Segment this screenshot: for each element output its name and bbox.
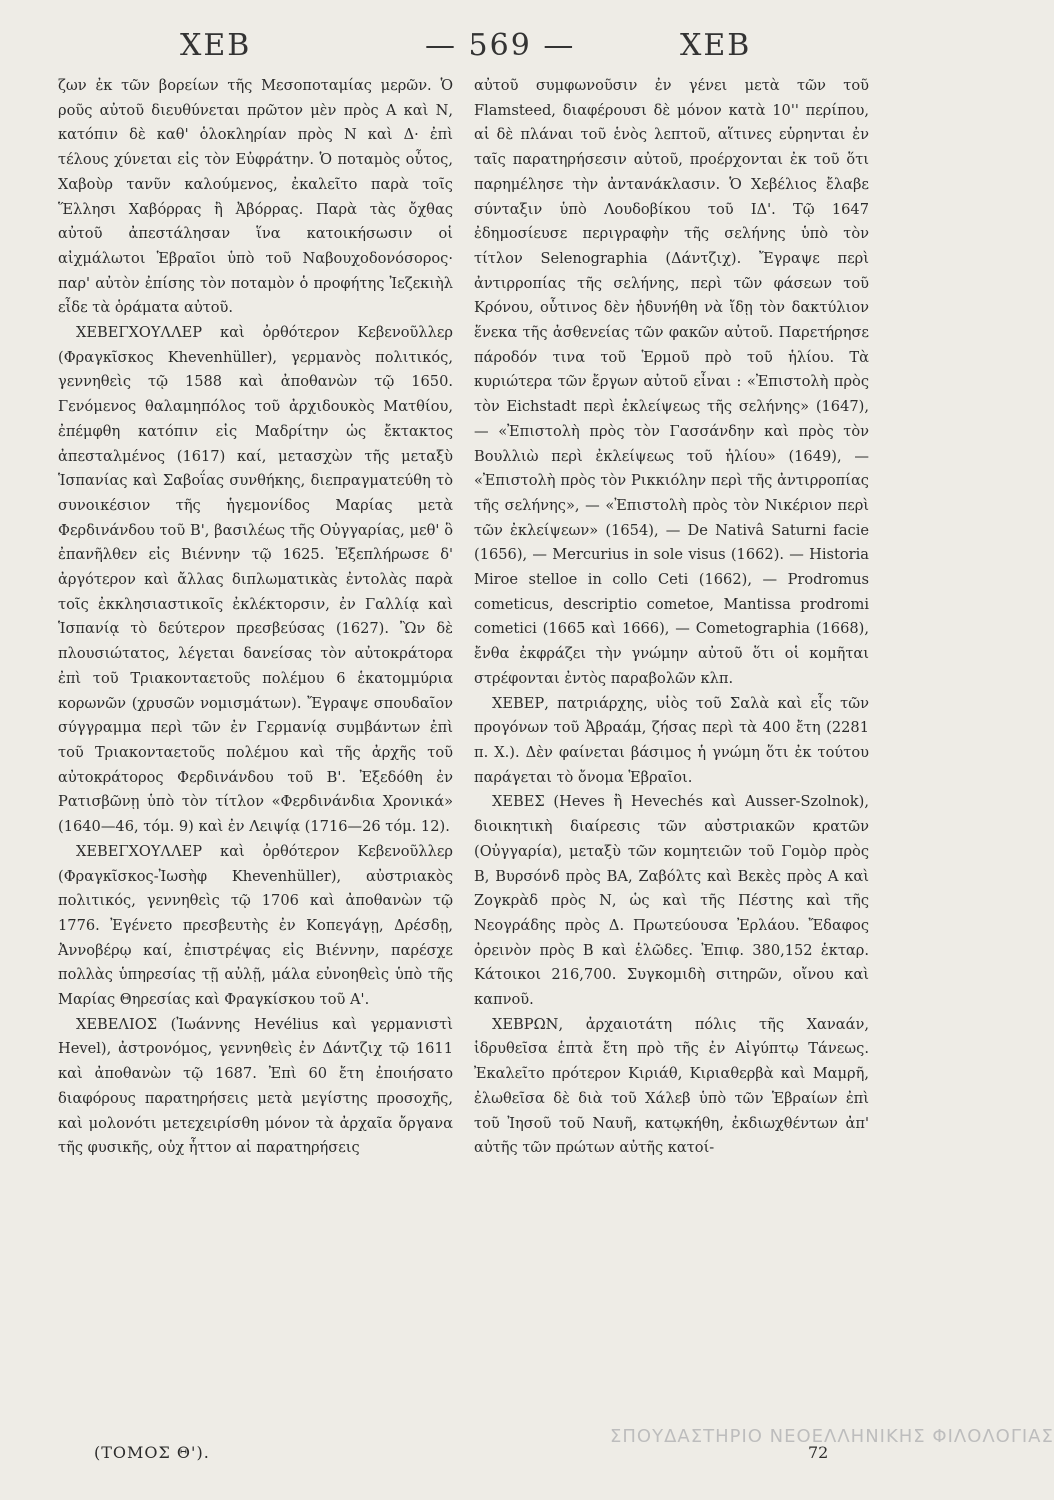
- page-number: — 569 —: [425, 28, 576, 63]
- entry-heves: ΧΕΒΕΣ (Heves ἢ Hevechés καὶ Ausser-Szolnok), διοικητικὴ διαίρεσις τῶν αὐστριακῶν κρατῶν (Οὐγγαρία), μεταξὺ τῶν κομητειῶν τοῦ Γομὸρ πρὸς Β, Βυρσόνδ πρὸς ΒΑ, Ζαβόλτς καὶ Βεκὲς πρὸς Α καὶ Ζογκρὰδ πρὸς Ν, ὡς καὶ τῆς Πέστης καὶ τῆς Νεογράδης πρὸς Δ. Πρωτεύουσα Ἐρλάου. Ἔδαφος ὀρεινὸν πρὸς Β καὶ ἑλῶδες. Ἐπιφ. 380,152 ἑκταρ. Κάτοικοι 216,700. Συγκομιδὴ σιτηρῶν, οἴνου καὶ καπνοῦ.: [474, 793, 869, 1009]
- entry-khevenhuller-franz: ΧΕΒΕΓΧΟΥΛΛΕΡ καὶ ὀρθότερον Κεβενοῦλλερ (Φραγκῖσκος Khevenhüller), γερμανὸς πολιτικός, γεννηθεὶς τῷ 1588 καὶ ἀποθανὼν τῷ 1650. Γενόμενος θαλαμηπόλος τοῦ ἀρχιδουκὸς Ματθίου, ἐπέμφθη κατόπιν εἰς Μαδρίτην ὡς ἔκτακτος ἀπεσταλμένος (1617) καί, μετασχὼν τῆς μεταξὺ Ἱσπανίας καὶ Σαβοΐας συνθήκης, διεπραγματεύθη τὸ συνοικέσιον τῆς ἡγεμονίδος Μαρίας μετὰ Φερδινάνδου τοῦ Β', βασιλέως τῆς Οὐγγαρίας, μεθ' ὃ ἐπανῆλθεν εἰς Βιέννην τῷ 1625. Ἐξεπλήρωσε δ' ἀργότερον καὶ ἄλλας διπλωματικὰς ἐντολὰς παρὰ τοῖς ἐκκλησιαστικοῖς ἐκλέκτορσιν, ἐν Γαλλίᾳ καὶ Ἱσπανίᾳ τὸ δεύτερον πρεσβεύσας (1627). Ὢν δὲ πλουσιώτατος, λέγεται δανείσας τὸν αὐτοκράτορα ἐπὶ τοῦ Τριακονταετοῦς πολέμου 6 ἑκατομμύρια κορωνῶν (χρυσῶν νομισμάτων). Ἔγραψε σπουδαῖον σύγγραμμα περὶ τῶν ἐν Γερμανίᾳ συμβάντων ἐπὶ τοῦ Τριακονταετοῦς πολέμου καὶ τῆς ἀρχῆς τοῦ αὐτοκράτορος Φερδινάνδου τοῦ Β'. Ἐξεδόθη ἐν Ρατισβῶνῃ ὑπὸ τὸν τίτλον «Φερδινάνδια Χρονικά» (1640—46, τόμ. 9) καὶ ἐν Λειψίᾳ (1716—26 τόμ. 12).: [58, 324, 453, 836]
- library-watermark: ΣΠΟΥΔΑΣΤΗΡΙΟ ΝΕΟΕΛΛΗΝΙΚΗΣ ΦΙΛΟΛΟΓΙΑΣ: [610, 1426, 1054, 1447]
- entry-hevelius: ΧΕΒΕΛΙΟΣ (Ἰωάννης Hevélius καὶ γερμανιστὶ Hevel), ἀστρονόμος, γεννηθεὶς ἐν Δάντζιχ τῷ 1611 καὶ ἀποθανὼν τῷ 1687. Ἐπὶ 60 ἔτη ἐποιήσατο διαφόρους παρατηρήσεις μετὰ μεγίστης προσοχῆς, καὶ μολονότι μετεχειρίσθη μόνον τὰ ἀρχαῖα ὄργανα τῆς φυσικῆς, οὐχ ἧττον αἱ παρατηρήσεις: [58, 1015, 453, 1157]
- right-column: [474, 74, 869, 1161]
- header-left-word: ΧΕΒ: [180, 28, 252, 63]
- continued-paragraph-hevelius: αὐτοῦ συμφωνοῦσιν ἐν γένει μετὰ τῶν τοῦ Flamsteed, διαφέρουσι δὲ μόνον κατὰ 10'' περίπου, αἱ δὲ πλάναι τοῦ ἑνὸς λεπτοῦ, αἵτινες εὑρηνται ἐν ταῖς παρατηρήσεσιν αὐτοῦ, προέρχονται ἐκ τοῦ ὅτι παρημέλησε τὴν ἀντανάκλασιν. Ὁ Χεβέλιος ἔλαβε σύνταξιν ὑπὸ Λουδοβίκου τοῦ ΙΔ'. Τῷ 1647 ἐδημοσίευσε περιγραφὴν τῆς σελήνης ὑπὸ τὸν τίτλον Selenographia (Δάντζιχ). Ἔγραψε περὶ ἀντιρροπίας τῆς σελήνης, περὶ τῶν φάσεων τοῦ Κρόνου, οὗτινος δὲν ἠδυνήθη νὰ ἴδῃ τὸν δακτύλιον ἕνεκα τῆς ἀσθενείας τῶν φακῶν αὐτοῦ. Παρετήρησε πάροδόν τινα τοῦ Ἑρμοῦ πρὸ τοῦ ἡλίου. Τὰ κυριώτερα τῶν ἔργων αὐτοῦ εἶναι : «Ἐπιστολὴ πρὸς τὸν Eichstadt περὶ ἐκλείψεως τῆς σελήνης» (1647), — «Ἐπιστολὴ πρὸς τὸν Γασσάνδην καὶ πρὸς τὸν Βουλλιὼ περὶ ἐκλείψεως τοῦ ἡλίου» (1649), — «Ἐπιστολὴ πρὸς τὸν Ρικκιόλην περὶ τῆς ἀντιρροπίας τῆς σελήνης», — «Ἐπιστολὴ πρὸς τὸν Νικέριον περὶ τῶν ἐκλείψεων» (1654), — De Nativâ Saturni facie (1656), — Mercurius in sole visus (1662). — Historia Miroe stelloe in collo Ceti (1662), — Prodromus cometicus, descriptio cometoe, Mantissa prodromi cometici (1665 καὶ 1666), — Cometographia (1668), ἔνθα ἐκφράζει τὴν γνώμην αὐτοῦ ὅτι οἱ κομῆται στρέφονται ἐντὸς παραβολῶν κλπ.: [474, 77, 869, 687]
- sheet-number: 72: [808, 1443, 829, 1462]
- entry-hebron: ΧΕΒΡΩΝ, ἀρχαιοτάτη πόλις τῆς Χαναάν, ἱδρυθεῖσα ἑπτὰ ἔτη πρὸ τῆς ἐν Αἰγύπτῳ Τάνεως. Ἐκαλεῖτο πρότερον Κιριάθ, Κιριαθερβὰ καὶ Μαμρῆ, ἐλωθεῖσα δὲ διὰ τοῦ Χάλεβ ὑπὸ τῶν Ἑβραίων ἐπὶ τοῦ Ἰησοῦ τοῦ Ναυῆ, κατῳκήθη, ἐκδιωχθέντων ἀπ' αὐτῆς τῶν πρώτων αὐτῆς κατοί-: [474, 1015, 869, 1157]
- continued-paragraph: ζων ἐκ τῶν βορείων τῆς Μεσοποταμίας μερῶν. Ὁ ροῦς αὐτοῦ διευθύνεται πρῶτον μὲν πρὸς Α καὶ Ν, κατόπιν δὲ καθ' ὁλοκληρίαν πρὸς Ν καὶ Δ· ἐπὶ τέλους χύνεται εἰς τὸν Εὐφράτην. Ὁ ποταμὸς οὗτος, Χαβοὺρ τανῦν καλούμενος, ἐκαλεῖτο παρὰ τοῖς Ἕλλησι Χαβόρρας ἢ Ἀβόρρας. Παρὰ τὰς ὄχθας αὐτοῦ ἀπεστάλησαν ἵνα κατοικήσωσιν οἱ αἰχμάλωτοι Ἑβραῖοι ὑπὸ τοῦ Ναβουχοδονόσορος· παρ' αὐτὸν ἐπίσης τὸν ποταμὸν ὁ προφήτης Ἰεζεκιὴλ εἶδε τὰ ὁράματα αὐτοῦ.: [58, 77, 453, 317]
- running-header: [0, 28, 981, 72]
- header-right-word: ΧΕΒ: [680, 28, 752, 63]
- left-column: [58, 74, 453, 1161]
- entry-khevenhuller-franz-joseph: ΧΕΒΕΓΧΟΥΛΛΕΡ καὶ ὀρθότερον Κεβενοῦλλερ (Φραγκῖσκος-Ἰωσὴφ Khevenhüller), αὐστριακὸς πολιτικός, γεννηθεὶς τῷ 1706 καὶ ἀποθανὼν τῷ 1776. Ἐγένετο πρεσβευτὴς ἐν Κοπεγάγῃ, Δρέσδῃ, Ἀννοβέρῳ καί, ἐπιστρέψας εἰς Βιέννην, παρέσχε πολλὰς ὑπηρεσίας τῇ αὐλῇ, μάλα εὐνοηθεὶς ὑπὸ τῆς Μαρίας Θηρεσίας καὶ Φραγκίσκου τοῦ Α'.: [58, 842, 453, 1009]
- entry-heber: ΧΕΒΕΡ, πατριάρχης, υἱὸς τοῦ Σαλὰ καὶ εἷς τῶν προγόνων τοῦ Ἀβραάμ, ζήσας περὶ τὰ 400 ἔτη (2281 π. Χ.). Δὲν φαίνεται βάσιμος ἡ γνώμη ὅτι ἐκ τούτου παράγεται τὸ ὄνομα Ἑβραῖοι.: [474, 694, 869, 786]
- volume-label: (ΤΟΜΟΣ Θ').: [94, 1443, 210, 1462]
